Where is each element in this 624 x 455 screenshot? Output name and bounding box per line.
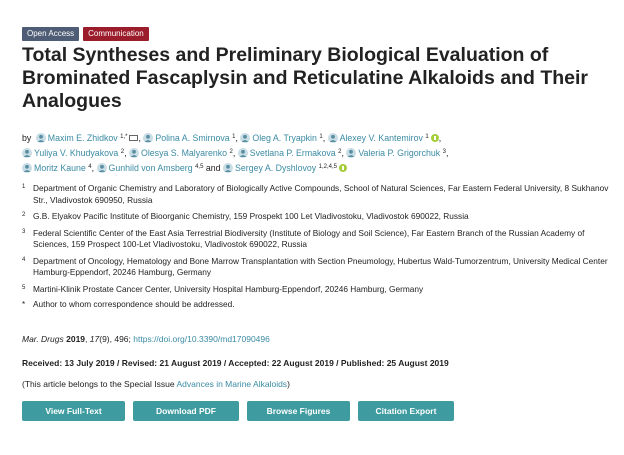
article-title: Total Syntheses and Preliminary Biological Evaluation of Brominated Fascaplysin and Reticulatine Alkaloids and Their Analogues xyxy=(22,44,588,112)
orcid-icon[interactable] xyxy=(431,134,439,142)
author-link[interactable] xyxy=(36,133,139,143)
affiliation-item xyxy=(22,256,612,279)
affiliation-item xyxy=(22,183,612,206)
author-link[interactable] xyxy=(238,148,342,158)
author-affiliation: 1,* xyxy=(120,134,128,140)
envelope-icon[interactable] xyxy=(129,135,138,141)
author-name[interactable]: Moritz Kaune xyxy=(34,163,86,173)
person-icon xyxy=(129,148,139,158)
affiliation-text: Federal Scientific Center of the East Asia Terrestrial Biodiversity (Institute of Biology and Soil Science), Far Eastern Branch of the Russian Academy of Sciences, 159 Prospect 100-Let Vladivostoku, Vladivostok 690022, Russia xyxy=(33,227,585,249)
orcid-icon[interactable] xyxy=(339,164,347,172)
special-issue-prefix: (This article belongs to the Special Issue xyxy=(22,379,177,389)
citation-line: Mar. Drugs 2019, 17(9), 496; https://doi.org/10.3390/md17090496 xyxy=(22,334,270,344)
affiliation-number: 1 xyxy=(22,184,26,190)
article-type-badge: Communication xyxy=(83,27,149,41)
person-icon xyxy=(143,133,153,143)
author-name[interactable]: Sergey A. Dyshlovoy xyxy=(235,163,317,173)
author-link[interactable] xyxy=(346,148,446,158)
citation-export-button[interactable]: Citation Export xyxy=(358,401,454,421)
author-affiliation: 2 xyxy=(338,149,342,155)
correspondence-text: Author to whom correspondence should be addressed. xyxy=(33,299,235,309)
author-affiliation: 1 xyxy=(232,134,236,140)
person-icon xyxy=(240,133,250,143)
journal-name: Mar. Drugs xyxy=(22,334,64,344)
person-icon xyxy=(238,148,248,158)
download-pdf-button[interactable]: Download PDF xyxy=(133,401,239,421)
citation-issue: (9) xyxy=(99,334,110,344)
citation-volume: 17 xyxy=(89,334,100,344)
affiliation-item xyxy=(22,228,612,251)
author-name[interactable]: Valeria P. Grigorchuk xyxy=(358,148,441,158)
author-affiliation: 3 xyxy=(442,149,446,155)
affiliation-number: 4 xyxy=(22,256,26,263)
author-name[interactable]: Svetlana P. Ermakova xyxy=(249,148,336,158)
person-icon xyxy=(346,148,356,158)
author-affiliation: 1 xyxy=(319,134,323,140)
author-link[interactable] xyxy=(328,133,439,143)
affiliation-item xyxy=(22,284,612,296)
person-icon xyxy=(328,133,338,143)
affiliation-text: G.B. Elyakov Pacific Institute of Bioorganic Chemistry, 159 Prospekt 100 Let Vladivostoku, Vladivostok 690022, Russia xyxy=(33,211,469,221)
author-link[interactable] xyxy=(97,163,204,173)
author-link[interactable] xyxy=(143,133,235,143)
publication-dates: Received: 13 July 2019 / Revised: 21 August 2019 / Accepted: 22 August 2019 / Published: 25 August 2019 xyxy=(22,358,449,368)
article-actions xyxy=(22,401,454,421)
author-affiliation: 4 xyxy=(88,164,92,170)
special-issue-link[interactable]: Advances in Marine Alkaloids xyxy=(176,379,288,389)
affiliation-item xyxy=(22,211,612,223)
author-name[interactable]: Yuliya V. Khudyakova xyxy=(34,148,119,158)
view-full-text-button[interactable]: View Full-Text xyxy=(22,401,125,421)
author-link[interactable] xyxy=(22,163,92,173)
author-affiliation: 2 xyxy=(229,149,233,155)
and-label: and xyxy=(205,163,221,173)
citation-article: , 496; xyxy=(109,334,131,344)
browse-figures-button[interactable]: Browse Figures xyxy=(247,401,350,421)
special-issue-note xyxy=(22,379,290,389)
person-icon xyxy=(36,133,46,143)
author-affiliation: 1 xyxy=(425,134,429,140)
affiliation-number: 2 xyxy=(22,212,26,218)
doi-link[interactable]: https://doi.org/10.3390/md17090496 xyxy=(133,334,270,344)
author-name[interactable]: Polina A. Smirnova xyxy=(155,133,230,143)
citation-year: 2019 xyxy=(66,334,86,344)
author-affiliation: 2 xyxy=(120,149,125,155)
person-icon xyxy=(223,163,233,173)
affiliation-number: 5 xyxy=(22,284,26,291)
by-label: by xyxy=(22,133,32,143)
open-access-badge: Open Access xyxy=(22,27,79,41)
author-link[interactable] xyxy=(22,148,124,158)
person-icon xyxy=(22,163,32,173)
article-badges xyxy=(22,27,149,41)
person-icon xyxy=(97,163,107,173)
special-issue-suffix: ) xyxy=(287,379,290,389)
author-name[interactable]: Oleg A. Tryapkin xyxy=(252,133,317,143)
author-name[interactable]: Alexey V. Kantemirov xyxy=(339,133,423,143)
correspondence-mark: * xyxy=(22,300,26,309)
author-link[interactable] xyxy=(129,148,233,158)
correspondence-note xyxy=(22,299,612,311)
author-name[interactable]: Gunhild von Amsberg xyxy=(108,163,193,173)
author-name[interactable]: Olesya S. Malyarenko xyxy=(140,148,228,158)
author-name[interactable]: Maxim E. Zhidkov xyxy=(47,133,118,143)
affiliations xyxy=(22,183,612,311)
author-list: by Maxim E. Zhidkov $^{1,*}$ , Polina A. Smirnova $^1$, Oleg A. Tryapkin $^1$, Alexey V. Kantemirov $^1$ , Yuliya V. Khudyakova $^2$, Olesya S. Malyarenko $^2$, Svetlana P. Ermakova $^2$, Valeria P. Grigorchuk $^3$, Moritz Kaune $^4$, Gunhild von Amsberg $^{4,5}$ and Sergey A. Dyshlovoy $^{1,2,4,5}$ xyxy=(22,133,449,173)
affiliation-text: Department of Organic Chemistry and Laboratory of Biologically Active Compounds, School of Natural Sciences, Far Eastern Federal University, 8 Sukhanov Str., Vladivostok 690950, Russia xyxy=(33,183,609,205)
author-link[interactable] xyxy=(223,163,347,173)
author-affiliation: 1,2,4,5 xyxy=(318,164,337,170)
affiliation-number: 3 xyxy=(22,228,26,235)
affiliation-text: Martini-Klinik Prostate Cancer Center, University Hospital Hamburg-Eppendorf, 20246 Hamburg, Germany xyxy=(33,283,424,294)
author-affiliation: 4,5 xyxy=(195,164,204,170)
affiliation-text: Department of Oncology, Hematology and Bone Marrow Transplantation with Section Pneumology, Hubertus Wald-Tumorzentrum, University Medical Center Hamburg-Eppendorf, 20246 Hamburg, Germany xyxy=(33,255,608,277)
person-icon xyxy=(22,148,32,158)
author-link[interactable] xyxy=(240,133,322,143)
